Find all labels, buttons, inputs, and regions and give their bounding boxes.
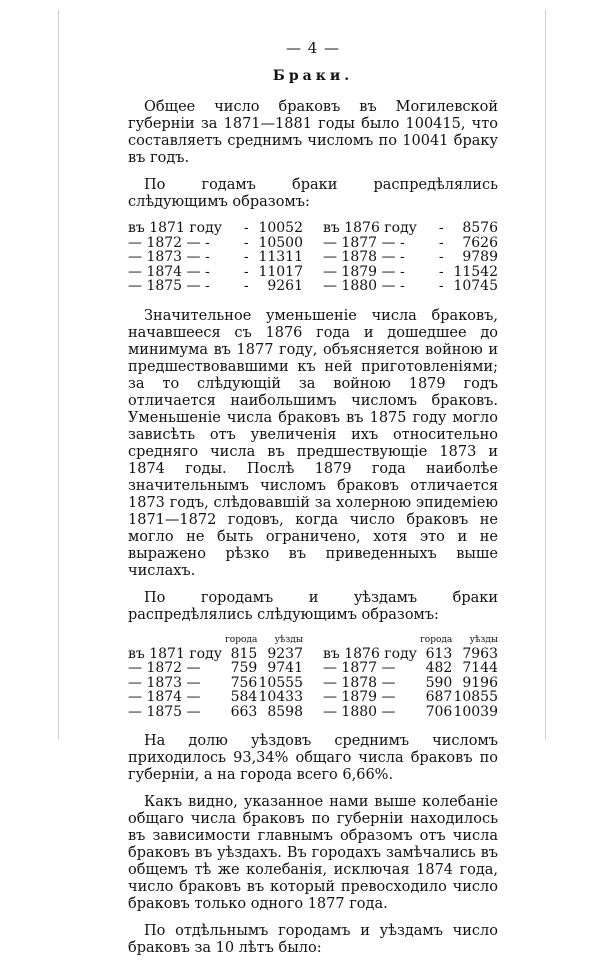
paragraph-fluctuation: Какъ видно, указанное нами выше колебаніе общаго числа браковъ по губерніи находилось въ зависимости главнымъ образомъ отъ числа браковъ въ уѣздахъ. Въ городахъ замѣчались въ общемъ тѣ же колебанія, исключая 1874 года, число браковъ въ который превосходило число браковъ только одного 1877 года. [128, 794, 498, 912]
year-label: — 1877 — [322, 660, 396, 676]
year-separator: - [243, 249, 249, 265]
table-row [128, 661, 498, 676]
district-count: 9196 [462, 674, 498, 691]
page-content [128, 40, 498, 967]
city-count: 663 [230, 703, 258, 720]
marriage-count: 10052 [258, 220, 303, 236]
marriage-count: 11542 [453, 263, 498, 280]
paragraph-total-marriages: Общее число браковъ въ Могилевской губерніи за 1871—1881 годы было 100415, что составляетъ среднимъ числомъ по 10041 браку въ годъ. [128, 99, 498, 166]
year-separator: - [243, 263, 249, 280]
year-separator: - [438, 278, 444, 294]
year-label: въ 1876 году [322, 645, 417, 662]
col-district-header: уѣзды [469, 634, 498, 645]
table-row [128, 647, 498, 662]
district-count: 9741 [267, 660, 303, 676]
paragraph-analysis: Значительное уменьшеніе числа браковъ, начавшееся съ 1876 года и дошедшее до минимума въ 1877 году, объясняется войною и предшествовавшими къ ней приготовленіями; за то слѣдующій за войною 1879 годъ отличается наибольшимъ числомъ браковъ. Уменьшеніе числа браковъ въ 1875 году могло зависѣть отъ увеличенія ихъ относительно средняго числа въ предшествующіе 1873 и 1874 годы. Послѣ 1879 года наиболѣе значительнымъ числомъ браковъ отличается 1873 годъ, слѣдовавшій за холерною эпидеміею 1871—1872 годовъ, когда число браковъ не могло не быть ограничено, хотя это и не выражено рѣзко въ приведенныхъ выше числахъ. [128, 307, 498, 579]
page-number: — 4 — [285, 39, 341, 57]
year-label: — 1874 — - [128, 263, 210, 280]
paragraph-by-year-intro: По годамъ браки распредѣлялись слѣдующимъ образомъ: [128, 177, 498, 210]
marriages-by-city-district-table [128, 634, 498, 720]
table-row [128, 279, 498, 294]
city-count: 613 [425, 645, 453, 662]
city-count: 756 [230, 674, 258, 691]
year-label: — 1875 — [128, 703, 201, 720]
table-row [128, 690, 498, 705]
year-label: въ 1871 году [128, 220, 222, 236]
year-separator: - [438, 263, 444, 280]
marriage-count: 11017 [258, 263, 303, 280]
year-separator: - [243, 234, 249, 251]
year-label: — 1873 — [128, 674, 201, 691]
year-label: — 1880 — - [322, 278, 405, 294]
city-count: 590 [425, 674, 453, 691]
table-row [128, 250, 498, 265]
paragraph-ten-years: По отдѣльнымъ городамъ и уѣздамъ число браковъ за 10 лѣтъ было: [128, 923, 498, 956]
marriages-by-year-table [128, 221, 498, 294]
city-count: 815 [230, 645, 258, 662]
marriage-count: 8576 [462, 220, 498, 236]
district-count: 10855 [453, 689, 498, 705]
year-separator: - [243, 278, 249, 294]
year-label: — 1877 — - [322, 234, 405, 251]
marriage-count: 10500 [258, 234, 303, 251]
year-label: — 1873 — - [128, 249, 210, 265]
year-label: — 1872 — - [128, 234, 210, 251]
year-label: — 1874 — [128, 689, 201, 705]
section-title: Браки. [272, 68, 354, 84]
city-count: 687 [425, 689, 453, 705]
district-count: 7963 [462, 645, 498, 662]
district-count: 10039 [453, 703, 498, 720]
year-label: — 1872 — [128, 660, 201, 676]
marriage-count: 9261 [267, 278, 303, 294]
district-count: 9237 [267, 645, 303, 662]
col-district-header: уѣзды [274, 634, 303, 645]
city-count: 706 [425, 703, 453, 720]
year-label: въ 1876 году [322, 220, 417, 236]
district-count: 7144 [462, 660, 498, 676]
paragraph-share: На долю уѣздовъ среднимъ числомъ приходилось 93,34% общаго числа браковъ по губерніи, а на города всего 6,66%. [128, 733, 498, 783]
year-label: — 1879 — - [322, 263, 405, 280]
marriage-count: 11311 [258, 249, 303, 265]
year-separator: - [243, 220, 249, 236]
marriage-count: 7626 [462, 234, 498, 251]
city-count: 482 [425, 660, 453, 676]
district-count: 10433 [258, 689, 303, 705]
table-row [128, 221, 498, 236]
city-count: 759 [230, 660, 258, 676]
col-city-header: города [225, 634, 258, 645]
year-label: — 1880 — [322, 703, 396, 720]
year-label: — 1878 — - [322, 249, 405, 265]
table-row [128, 265, 498, 280]
year-label: — 1875 — - [128, 278, 210, 294]
year-label: въ 1871 году [128, 645, 222, 662]
year-label: — 1878 — [322, 674, 396, 691]
table-row [128, 676, 498, 691]
year-separator: - [438, 234, 444, 251]
city-count: 584 [230, 689, 258, 705]
year-separator: - [438, 249, 444, 265]
district-count: 8598 [267, 703, 303, 720]
table-row [128, 705, 498, 720]
year-label: — 1879 — [322, 689, 396, 705]
table-row [128, 236, 498, 251]
paragraph-by-district-intro: По городамъ и уѣздамъ браки распредѣлялись слѣдующимъ образомъ: [128, 589, 498, 623]
marriage-count: 9789 [462, 249, 498, 265]
marriage-count: 10745 [453, 278, 498, 294]
year-separator: - [438, 220, 444, 236]
col-city-header: города [420, 634, 453, 645]
table-header-row [128, 634, 498, 647]
district-count: 10555 [258, 674, 303, 691]
